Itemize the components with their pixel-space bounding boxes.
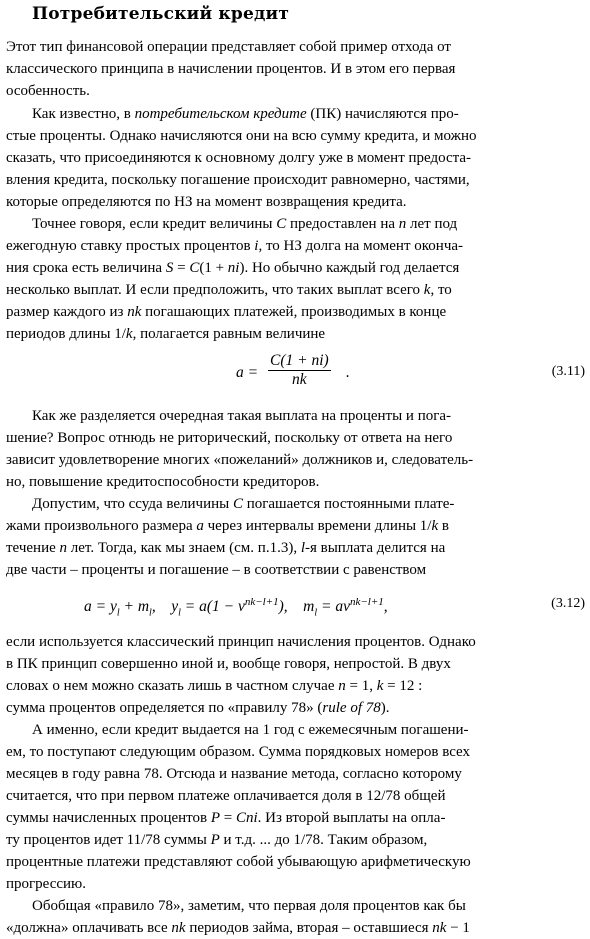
para3-line1: Точнее говоря, если кредит величины C предоставлен на n лет под [32, 216, 458, 232]
para6-line1: если используется классический принцип начисления процентов. Однако [6, 634, 476, 650]
para1-line2: классического принципа в начислении процентов. И в этом его первая [6, 61, 456, 77]
para7-line8: прогрессию. [6, 876, 87, 892]
para8-line2: «должна» оплачивать все nk периодов займа, вторая – оставшиеся nk − 1 [6, 920, 470, 936]
eq312-number: (3.12) [551, 596, 585, 611]
para5-line2: жами произвольного размера a через интервалы времени длины 1/k в [6, 518, 449, 534]
para6-line2: в ПК принцип совершенно иной и, вообще говоря, непростой. В двух [6, 656, 451, 672]
para6-line4: сумма процентов определяется по «правилу 78» (rule of 78). [6, 700, 390, 716]
para2-line2: стые проценты. Однако начисляются они на всю сумму кредита, и можно [6, 128, 477, 144]
section-title: Потребительский кредит [32, 4, 290, 24]
para2-line1: Как известно, в потребительском кредите (ПК) начисляются про- [32, 106, 459, 122]
para1-line3: особенность. [6, 83, 90, 99]
para3-line4: несколько выплат. И если предположить, что таких выплат всего k, то [6, 282, 452, 298]
para3-line2: ежегодную ставку простых процентов i, то НЗ долга на момент оконча- [6, 238, 464, 254]
para8-line1: Обобщая «правило 78», заметим, что первая доля процентов как бы [32, 898, 466, 914]
para4-line3: зависит удовлетворение многих «пожеланий» должников и, следователь- [6, 452, 474, 468]
para4-line2: шение? Вопрос отнюдь не риторический, поскольку от ответа на него [6, 430, 453, 446]
para7-line1: А именно, если кредит выдается на 1 год с ежемесячным погашени- [32, 722, 469, 738]
para7-line7: процентные платежи представляют собой убывающую арифметическую [6, 854, 471, 870]
para2-line4: вления кредита, поскольку погашение происходит равномерно, частями, [6, 172, 470, 188]
para2-line3: сказать, что присоединяются к основному долгу уже в момент предоста- [6, 150, 472, 166]
para1-line1: Этот тип финансовой операции представляет собой пример отхода от [6, 39, 451, 55]
para5-line4: две части – проценты и погашение – в соответствии с равенством [6, 562, 427, 578]
para3-line3: ния срока есть величина S = C(1 + ni). Но обычно каждый год делается [6, 260, 460, 276]
para7-line3: месяцев в году равна 78. Отсюда и название метода, согласно которому [6, 766, 462, 782]
para3-line5: размер каждого из nk погашающих платежей, производимых в конце [6, 304, 447, 320]
para7-line5: суммы начисленных процентов P = Cni. Из второй выплаты на опла- [6, 810, 446, 826]
para4-line4: но, повышение кредитоспособности кредиторов. [6, 474, 320, 490]
para7-line6: ту процентов идет 11/78 суммы P и т.д. ... до 1/78. Таким образом, [6, 832, 428, 848]
eq311-lhs: a = [236, 364, 259, 381]
para7-line2: ем, то поступают следующим образом. Сумма порядковых номеров всех [6, 744, 471, 760]
para7-line4: считается, что при первом платеже оплачивается доля в 12/78 общей [6, 788, 446, 804]
para3-line6: периодов длины 1/k, полагается равным величине [6, 326, 326, 342]
eq312-body: $a = y_l + m_l$, $y_l = a(1 - v^{nk-l+1})$, $m_l = av^{nk-l+1}$, [84, 596, 388, 619]
para5-line1: Допустим, что ссуда величины C погашается постоянными плате- [32, 496, 455, 512]
para4-line1: Как же разделяется очередная такая выплата на проценты и пога- [32, 408, 452, 424]
para6-line3: словах о нем можно сказать лишь в частном случае n = 1, k = 12 : [6, 678, 423, 694]
eq311-denominator: nk [292, 371, 307, 388]
document-page: Потребительский кредит Этот тип финансовой операции представляет собой пример отхода от классического принципа в начислении процентов. И в этом его первая особенность. Как известно, в потребительском кредите (ПК) начисляются про- стые проценты. Однако начисляются они на всю сумму кредита, и можно сказать, что присоединяются к основному долгу уже в момент предоста- вления кредита, поскольку погашение происходит равномерно, частями, которые определяются по НЗ на момент возвращения кредита. Точнее говоря, если кредит величины C предоставлен на n лет под ежегодную ставку простых процентов i, то НЗ долга на момент оконча- ния срока есть величина S = C(1 + ni). Но обычно каждый год делается несколько выплат. И если предположить, что таких выплат всего k, то размер каждого из nk погашающих платежей, производимых в конце периодов длины 1/k, полагается равным величине a = $\frac{C(1 + ni)}{nk}$ . (3.11) Как же разделяется очередная такая выплата на проценты и пога- шение? Вопрос отнюдь не риторический, поскольку от ответа на него зависит удовлетворение многих «пожеланий» должников и, следователь- но, повышение кредитоспособности кредиторов. Допустим, что ссуда величины C погашается постоянными плате- жами произвольного размера a через интервалы времени длины 1/k в течение n лет. Тогда, как мы знаем (см. п.1.3), l-я выплата делится на две части – проценты и погашение – в соответствии с равенством $a = y_l + m_l$, $y_l = a(1 - v^{nk-l+1})$, $m_l = av^{nk-l+1}$, (3.12) если используется классический принцип начисления процентов. Однако в ПК принцип совершенно иной и, вообще говоря, непростой. В двух словах о нем можно сказать лишь в частном случае n = 1, k = 12 : сумма процентов определяется по «правилу 78» (rule of 78). А именно, если кредит выдается на 1 год с ежемесячным погашени- ем, то поступают следующим образом. Сумма порядковых номеров всех месяцев в году равна 78. Отсюда и название метода, согласно которому считается, что при первом платеже оплачивается доля в 12/78 общей суммы начисленных процентов P = Cni. Из второй выплаты на опла- ту процентов идет 11/78 суммы P и т.д. ... до 1/78. Таким образом, процентные платежи представляют собой убывающую арифметическую прогрессию. Обобщая «правило 78», заметим, что первая доля процентов как бы «должна» оплачивать все nk периодов займа, вторая – оставшиеся nk − 1 [0, 0, 590, 939]
para5-line3: течение n лет. Тогда, как мы знаем (см. п.1.3), l-я выплата делится на [6, 540, 446, 556]
para2-line5: которые определяются по НЗ на момент возвращения кредита. [6, 194, 407, 210]
eq311-numerator: C(1 + ni) [270, 352, 329, 369]
eq311-number: (3.11) [551, 364, 585, 379]
